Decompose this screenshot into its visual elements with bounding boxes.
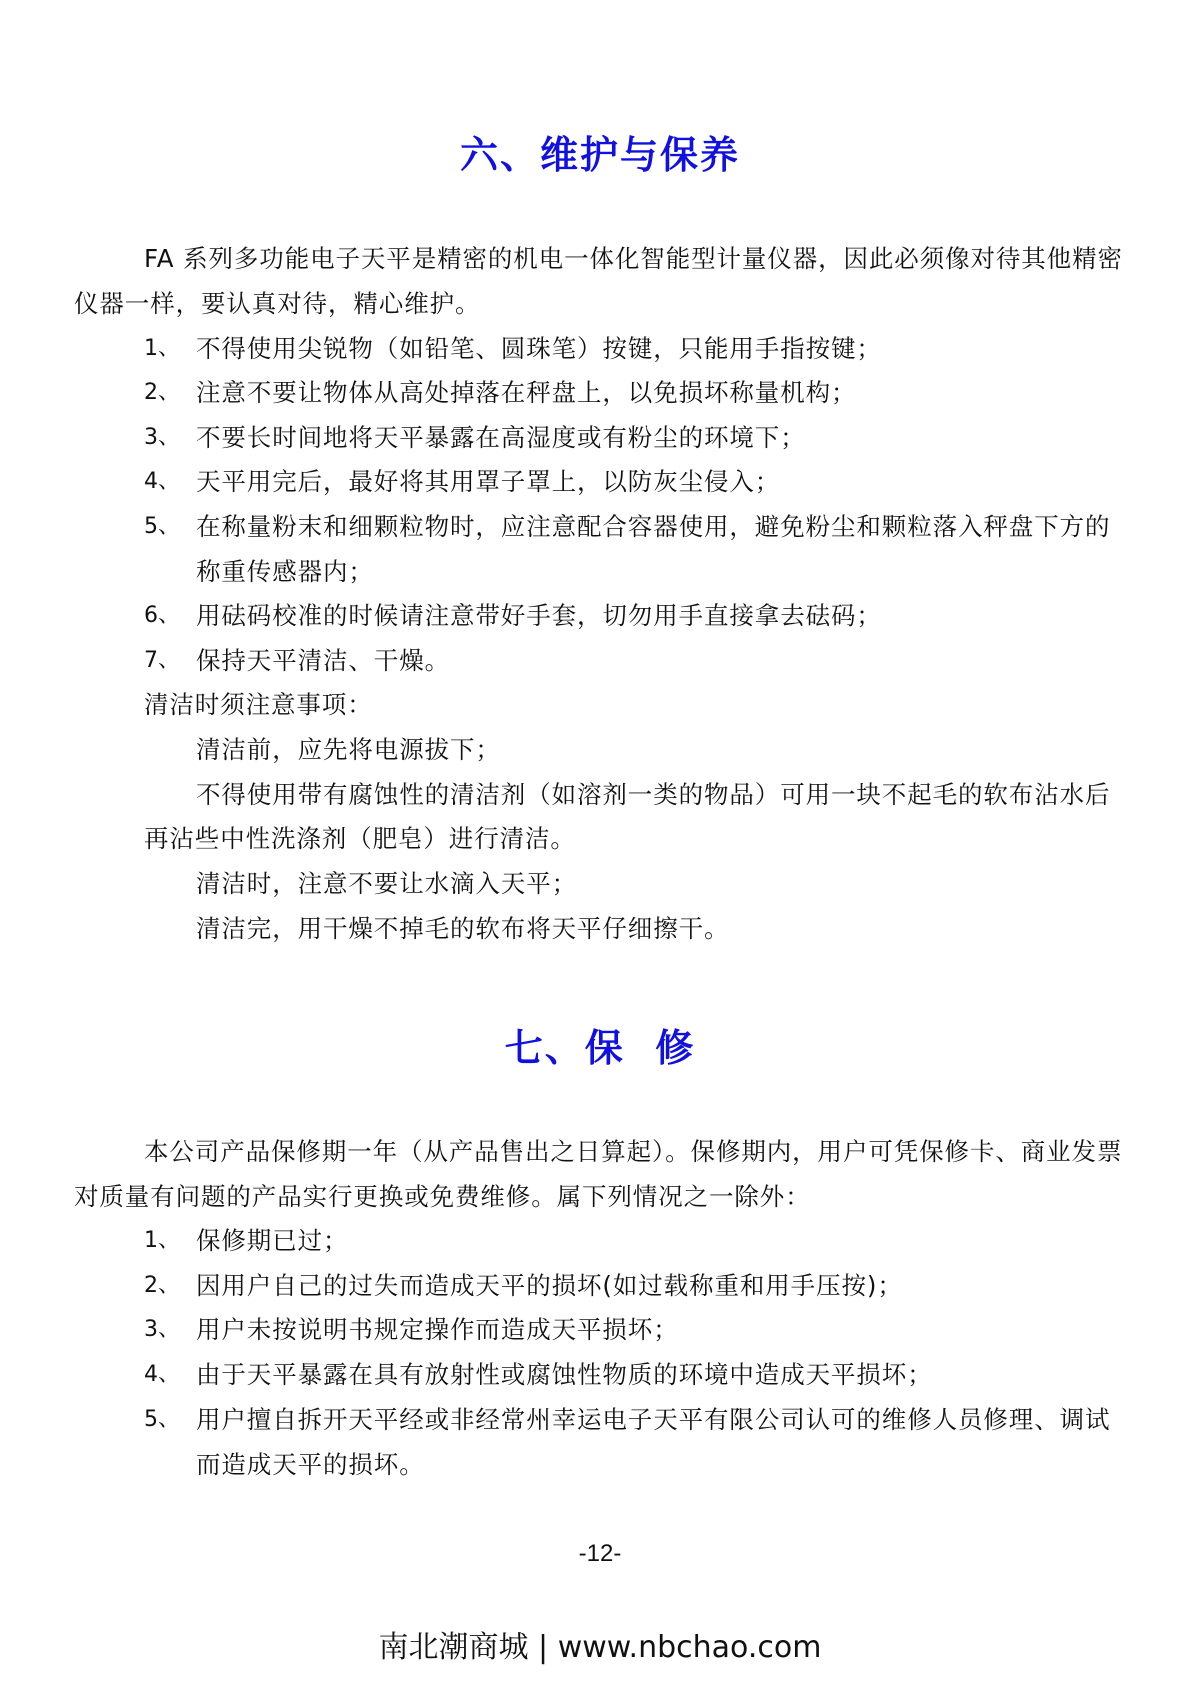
section-6-title: 六、维护与保养 [459, 133, 740, 177]
list-item: 用户擅自拆开天平经或非经常州幸运电子天平有限公司认可的维修人员修理、调试 [196, 1405, 1111, 1434]
list-item: 由于天平暴露在具有放射性或腐蚀性物质的环境中造成天平损坏； [196, 1360, 933, 1389]
footer-watermark: 南北潮商城 | www.nbchao.com [378, 1630, 822, 1665]
list-item: 保持天平清洁、干燥。 [196, 646, 450, 675]
list-number: 2、 [144, 380, 180, 405]
list-item-continuation: 称重传感器内； [196, 557, 374, 586]
list-number: 3、 [144, 425, 180, 450]
cleaning-line: 清洁时，注意不要让水滴入天平； [196, 869, 577, 898]
list-item: 用砝码校准的时候请注意带好手套，切勿用手直接拿去砝码； [196, 601, 882, 630]
list-item: 因用户自己的过失而造成天平的损坏(如过载称重和用手压按)； [196, 1271, 903, 1300]
list-number: 6、 [144, 603, 180, 628]
list-number: 2、 [144, 1273, 180, 1298]
section-6-intro-line: FA 系列多功能电子天平是精密的机电一体化智能型计量仪器，因此必须像对待其他精密 [144, 244, 1123, 273]
list-item: 天平用完后，最好将其用罩子罩上，以防灰尘侵入； [196, 467, 781, 496]
page-number: -12- [578, 1540, 622, 1567]
list-item-continuation: 而造成天平的损坏。 [196, 1450, 425, 1479]
list-number: 7、 [144, 648, 180, 673]
list-item: 在称量粉末和细颗粒物时，应注意配合容器使用，避免粉尘和颗粒落入秤盘下方的 [196, 512, 1111, 541]
list-number: 1、 [144, 336, 180, 361]
list-item: 保修期已过； [196, 1226, 349, 1255]
cleaning-line: 清洁前，应先将电源拔下； [196, 735, 501, 764]
section-7-intro-line: 对质量有问题的产品实行更换或免费维修。属下列情况之一除外： [74, 1182, 811, 1211]
list-item: 不要长时间地将天平暴露在高湿度或有粉尘的环境下； [196, 423, 806, 452]
list-item: 注意不要让物体从高处掉落在秤盘上，以免损坏称量机构； [196, 378, 857, 407]
cleaning-line: 清洁完，用干燥不掉毛的软布将天平仔细擦干。 [196, 914, 730, 943]
section-6-intro-line: 仪器一样，要认真对待，精心维护。 [74, 289, 481, 318]
list-number: 5、 [144, 1407, 180, 1432]
list-number: 5、 [144, 514, 180, 539]
section-7-title: 七、保 修 [504, 1026, 696, 1070]
list-item: 用户未按说明书规定操作而造成天平损坏； [196, 1315, 679, 1344]
cleaning-heading: 清洁时须注意事项： [144, 690, 373, 719]
list-item: 不得使用尖锐物（如铅笔、圆珠笔）按键，只能用手指按键； [196, 334, 882, 363]
list-number: 4、 [144, 1362, 180, 1387]
cleaning-line: 再沾些中性洗涤剂（肥皂）进行清洁。 [144, 824, 576, 853]
list-number: 1、 [144, 1228, 180, 1253]
list-number: 4、 [144, 469, 180, 494]
cleaning-line: 不得使用带有腐蚀性的清洁剂（如溶剂一类的物品）可用一块不起毛的软布沾水后 [196, 780, 1111, 809]
section-7-intro-line: 本公司产品保修期一年（从产品售出之日算起）。保修期内，用户可凭保修卡、商业发票 [144, 1137, 1123, 1166]
list-number: 3、 [144, 1317, 180, 1342]
